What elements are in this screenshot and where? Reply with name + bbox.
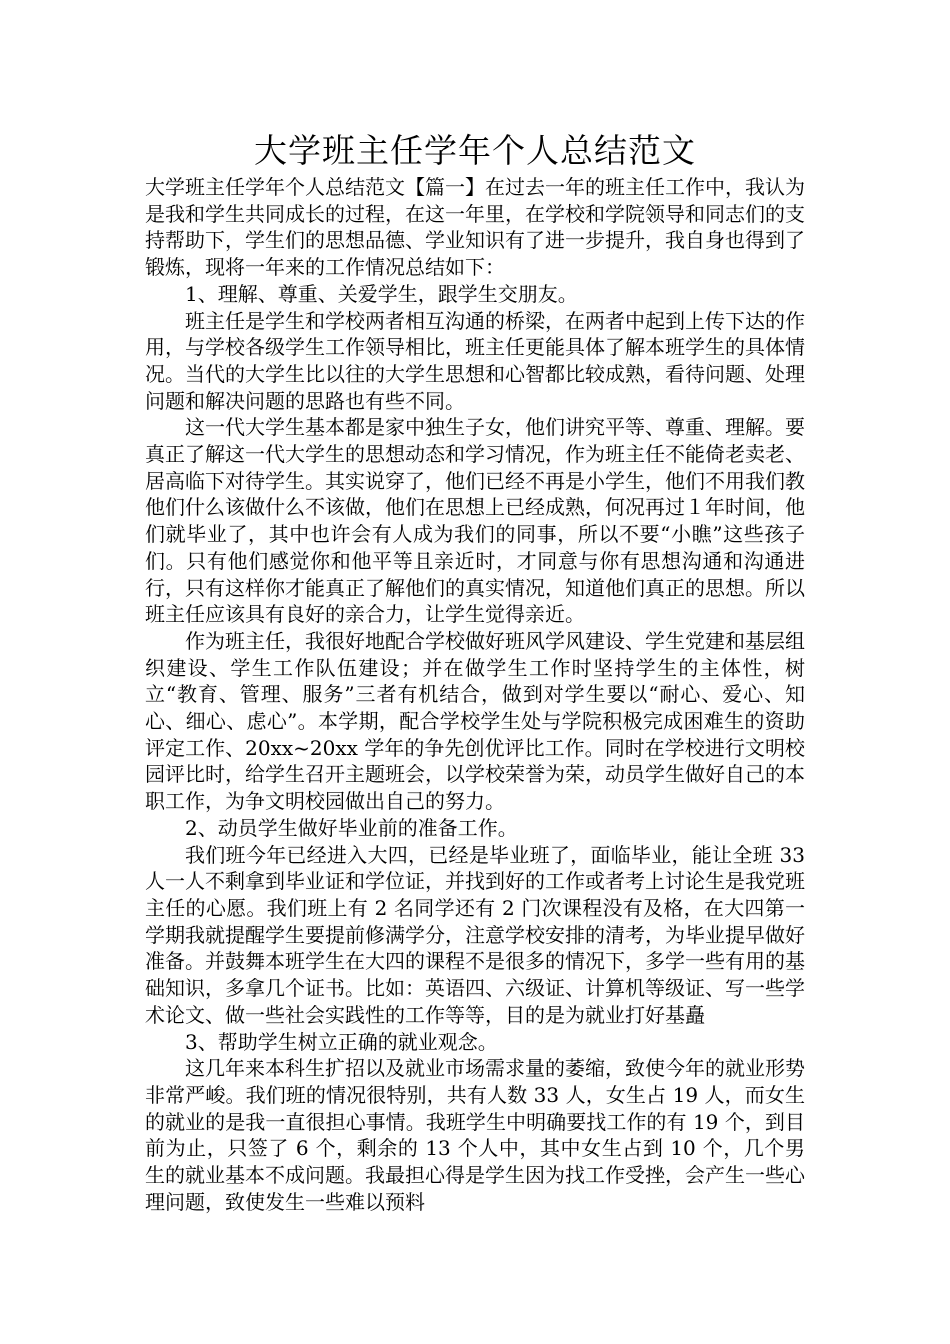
body-paragraph: 这一代大学生基本都是家中独生子女，他们讲究平等、尊重、理解。要真正了解这一代大学生的思想动态和学习情况，作为班主任不能倚老卖老、居高临下对待学生。其实说穿了，他们已经不再是小学生，他们不用我们教他们什么该做什么不该做，他们在思想上已经成熟，何况再过１年时间，他们就毕业了，其中也许会有人成为我们的同事，所以不要“小瞧”这些孩子们。只有他们感觉你和他平等且亲近时，才同意与你有思想沟通和沟通进行，只有这样你才能真正了解他们的真实情况，知道他们真正的思想。所以班主任应该具有良好的亲合力，让学生觉得亲近。 <box>145 415 805 627</box>
body-paragraph: 这几年来本科生扩招以及就业市场需求量的萎缩，致使今年的就业形势非常严峻。我们班的情况很特别，共有人数 33 人，女生占 19 人，而女生的就业的是我一直很担心事情。我班学生中明确要找工作的有 19 个，到目前为止，只签了 6 个，剩余的 13 个人中，其中女生占到 10 个，几个男生的就业基本不成问题。我最担心得是学生因为找工作受挫，会产生一些心理问题，致使发生一些难以预料 <box>145 1056 805 1214</box>
body-paragraph: 作为班主任，我很好地配合学校做好班风学风建设、学生党建和基层组织建设、学生工作队伍建设；并在做学生工作时坚持学生的主体性，树立“教育、管理、服务”三者有机结合，做到对学生要以“耐心、爱心、知心、细心、虑心”。本学期，配合学校学生处与学院积极完成困难生的资助评定工作、20xx~20xx 学年的争先创优评比工作。同时在学校进行文明校园评比时，给学生召开主题班会，以学校荣誉为荣，动员学生做好自己的本职工作，为争文明校园做出自己的努力。 <box>145 628 805 814</box>
body-paragraph: 班主任是学生和学校两者相互沟通的桥梁，在两者中起到上传下达的作用，与学校各级学生工作领导相比，班主任更能具体了解本班学生的具体情况。当代的大学生比以往的大学生思想和心智都比较成熟，看待问题、处理问题和解决问题的思路也有些不同。 <box>145 308 805 413</box>
section-heading-1: 1、理解、尊重、关爱学生，跟学生交朋友。 <box>185 281 578 306</box>
section-heading-2: 2、动员学生做好毕业前的准备工作。 <box>185 815 518 840</box>
intro-paragraph: 大学班主任学年个人总结范文【篇一】在过去一年的班主任工作中，我认为是我和学生共同成长的过程，在这一年里，在学校和学院领导和同志们的支持帮助下，学生们的思想品德、学业知识有了进一步提升，我自身也得到了锻炼，现将一年来的工作情况总结如下： <box>145 175 805 280</box>
document-page <box>145 128 805 1215</box>
section-heading-3: 3、帮助学生树立正确的就业观念。 <box>185 1029 498 1054</box>
body-paragraph: 我们班今年已经进入大四，已经是毕业班了，面临毕业，能让全班 33 人一人不剩拿到毕业证和学位证，并找到好的工作或者考上讨论生是我党班主任的心愿。我们班上有 2 名同学还有 2 门次课程没有及格，在大四第一学期我就提醒学生要提前修满学分，注意学校安排的清考，为毕业提早做好准备。并鼓舞本班学生在大四的课程不是很多的情况下，多学一些有用的基础知识，多拿几个证书。比如：英语四、六级证、计算机等级证、写一些学术论文、做一些社会实践性的工作等等，目的是为就业打好基矗 <box>145 842 805 1027</box>
document-title: 大学班主任学年个人总结范文 <box>254 131 696 170</box>
